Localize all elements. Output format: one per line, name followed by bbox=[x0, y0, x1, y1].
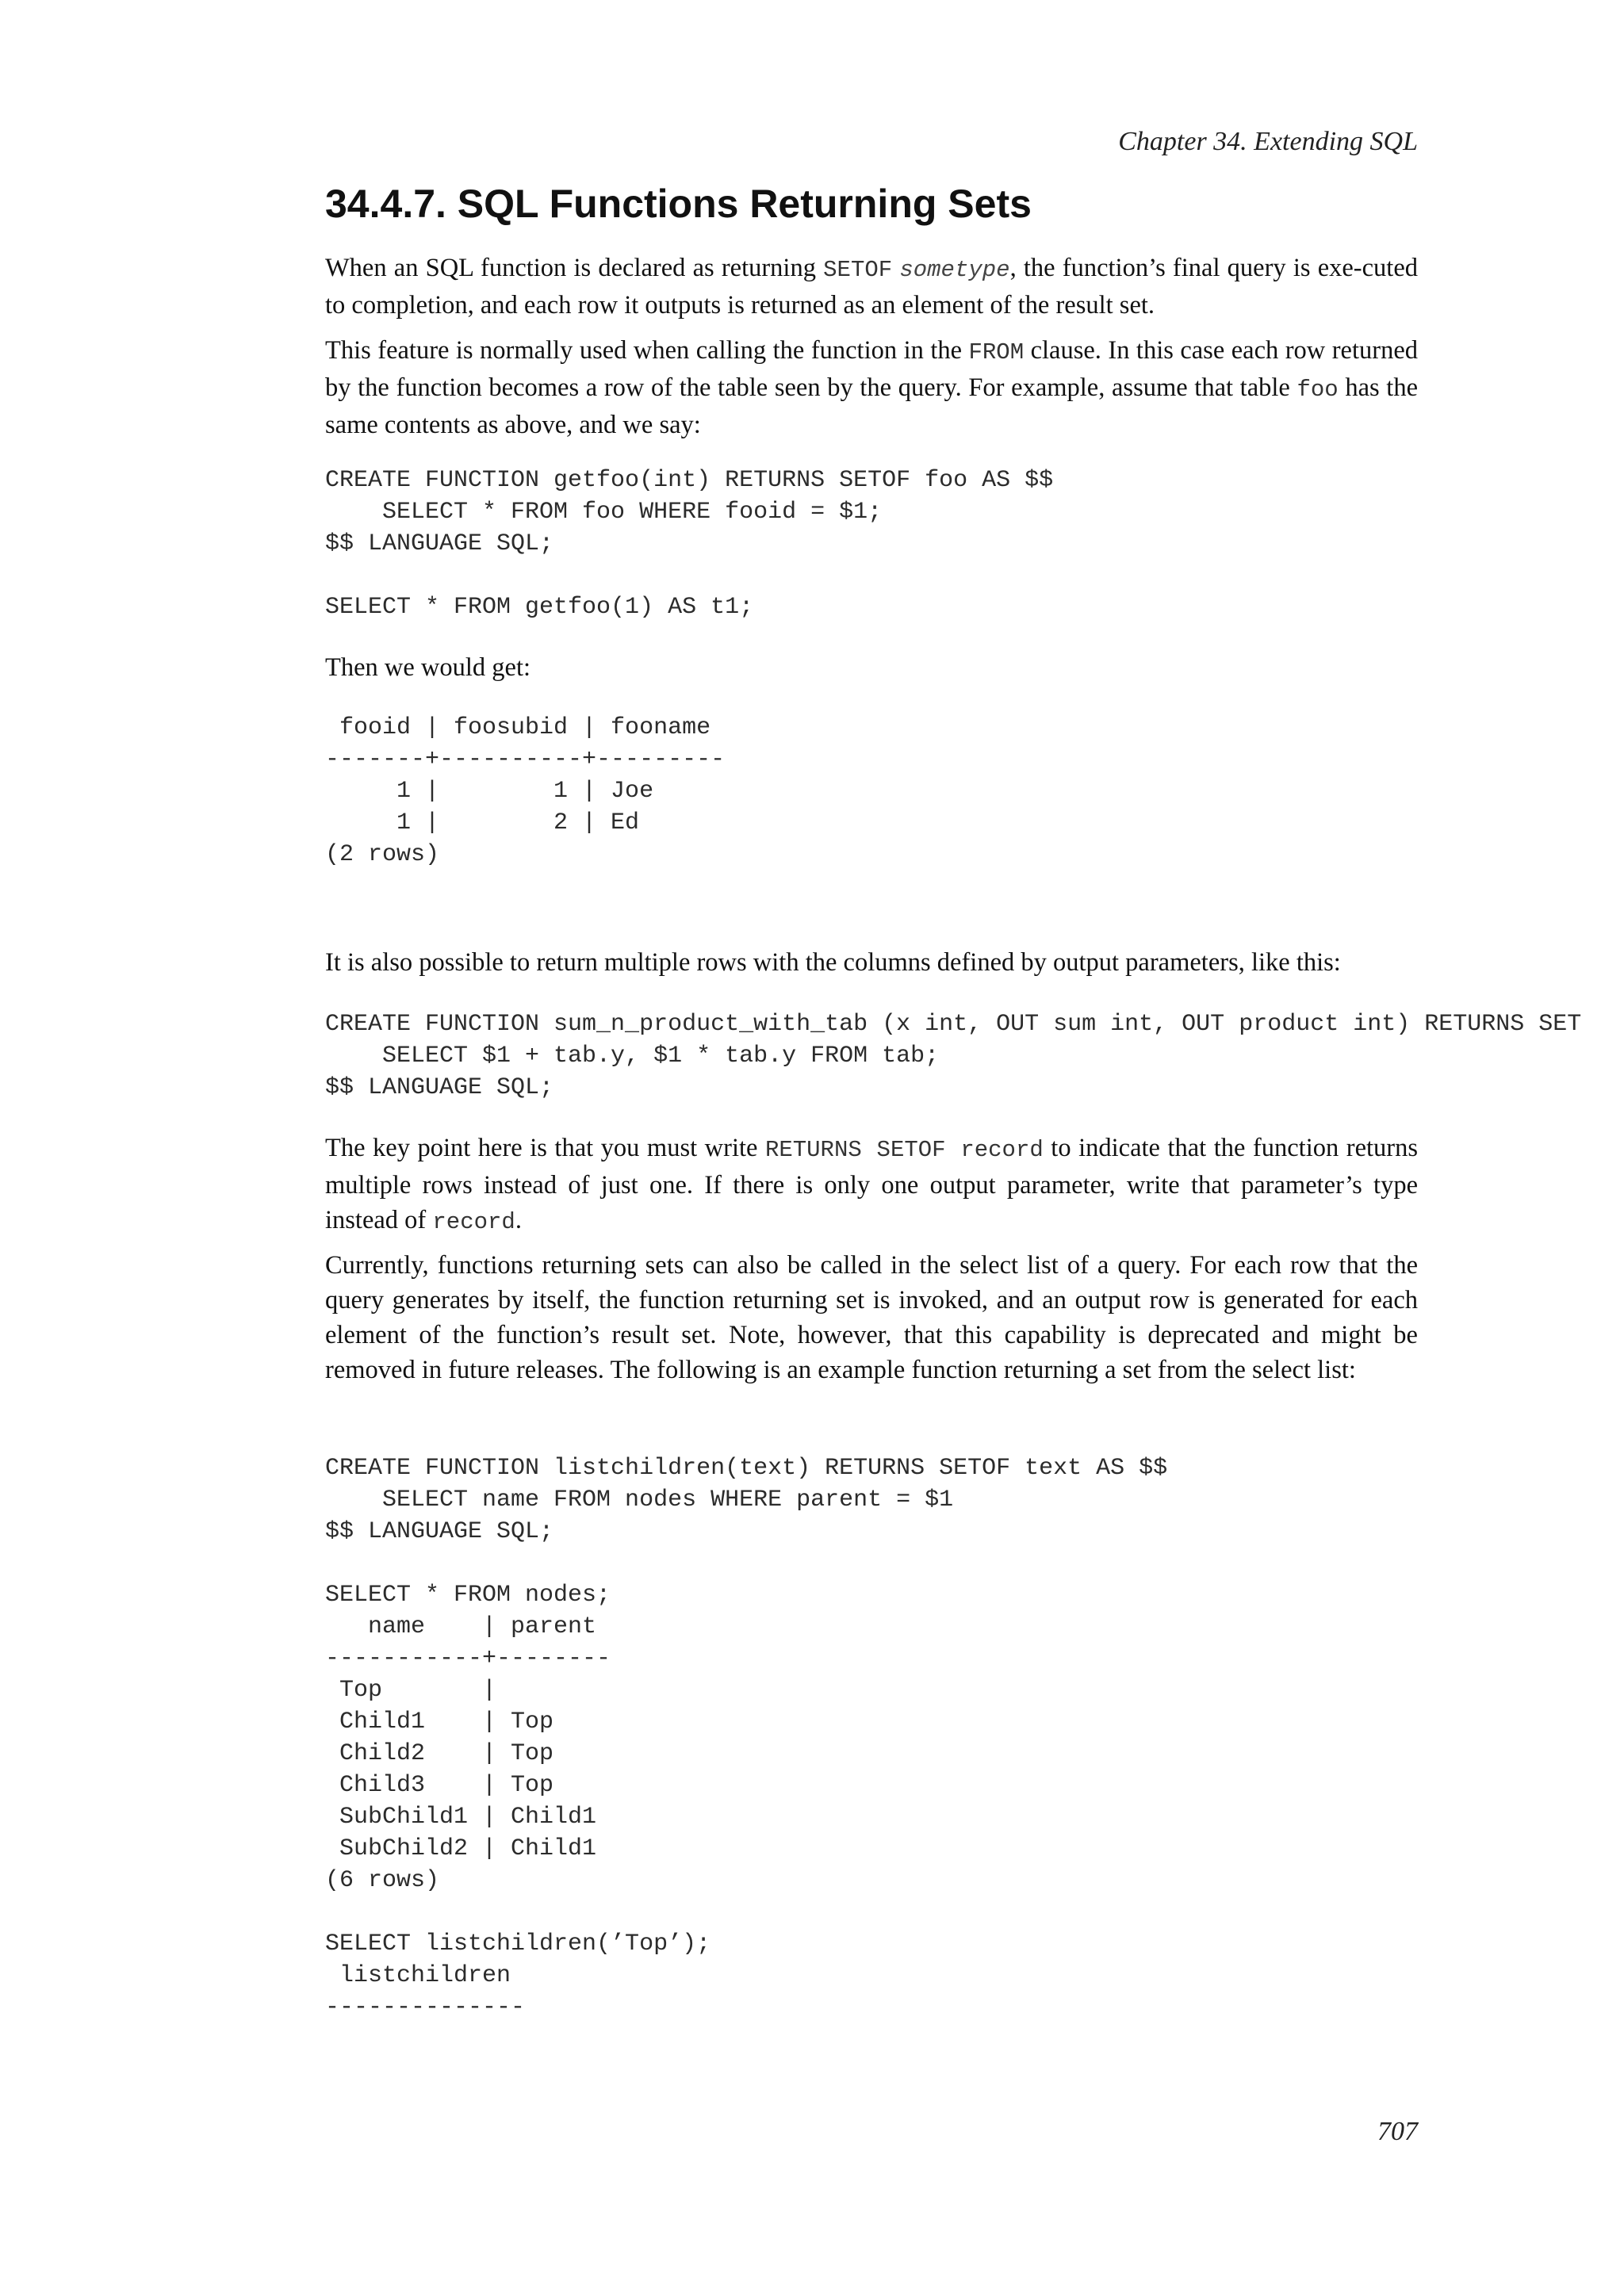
inline-code-sometype: sometype bbox=[899, 257, 1010, 283]
paragraph-from-text-2: clause. In this case each row returned by the function becomes a row of the table seen by the query. For example, assume that table bbox=[325, 336, 1418, 402]
inline-code-record: record bbox=[432, 1209, 515, 1235]
query-output-foo: fooid | foosubid | fooname -------+----------+--------- 1 | 1 | Joe 1 | 2 | Ed (2 rows) bbox=[325, 714, 726, 868]
paragraph-from-text-3: has the same contents as above, and we say: bbox=[325, 373, 1419, 439]
paragraph-from-text-1: This feature is normally used when calling the function in the bbox=[325, 336, 969, 365]
paragraph-intro-text-1: When an SQL function is declared as returning bbox=[325, 254, 824, 282]
paragraph-intro bbox=[325, 251, 1418, 323]
page-number: 707 bbox=[1377, 2117, 1418, 2146]
inline-code-from: FROM bbox=[968, 339, 1025, 365]
inline-code-returns-setof-record: RETURNS SETOF record bbox=[764, 1137, 1044, 1163]
paragraph-intro-text-2: , the function’s final query is exe-cuted to completion, and each row it outputs is returned as an element of the result set. bbox=[325, 254, 1418, 320]
paragraph-from-clause bbox=[325, 333, 1418, 442]
code-listing-sum-n-product: CREATE FUNCTION sum_n_product_with_tab (x int, OUT sum int, OUT product int) RETURNS SET SELECT $1 + tab.y, $1 * tab.y FROM tab; $$ LANGUAGE SQL; bbox=[325, 1011, 1582, 1101]
paragraph-then-we-get: Then we would get: bbox=[325, 653, 531, 682]
paragraph-key-point-text-3: . bbox=[515, 1206, 522, 1234]
code-listing-getfoo: CREATE FUNCTION getfoo(int) RETURNS SETOF foo AS $$ SELECT * FROM foo WHERE fooid = $1; $$ LANGUAGE SQL; SELECT * FROM getfoo(1) AS t1; bbox=[325, 467, 1054, 621]
paragraph-select-list: Currently, functions returning sets can also be called in the select list of a query. For each row that the query generates by itself, the function returning set is invoked, and an output row is generated for each element of the function’s result set. Note, however, that this capability is deprecated and might be removed in future releases. The following is an example function returning a set from the select list: bbox=[325, 1251, 1418, 1384]
section-title: 34.4.7. SQL Functions Returning Sets bbox=[325, 182, 1032, 226]
paragraph-key-point bbox=[325, 1131, 1418, 1240]
paragraph-key-point-text-2: to indicate that the function returns multiple rows instead of just one. If there is only one output parameter, write that parameter’s type instead of bbox=[325, 1134, 1418, 1234]
inline-code-foo: foo bbox=[1297, 377, 1339, 403]
running-header: Chapter 34. Extending SQL bbox=[1118, 127, 1418, 156]
paragraph-output-params: It is also possible to return multiple rows with the columns defined by output parameters, like this: bbox=[325, 948, 1341, 977]
code-listing-listchildren: CREATE FUNCTION listchildren(text) RETURNS SETOF text AS $$ SELECT name FROM nodes WHERE parent = $1 $$ LANGUAGE SQL; SELECT * FROM nodes; name | parent -----------+-------- Top | Child1 | Top Child2 | Top Child3 | Top SubChild1 | Child1 SubChild2 | Child1 (6 rows) SELECT listchildren(’Top’); listchildren -------------- bbox=[325, 1455, 1168, 2021]
paragraph-key-point-text-1: The key point here is that you must write bbox=[325, 1134, 765, 1162]
inline-code-setof: SETOF bbox=[823, 257, 893, 283]
